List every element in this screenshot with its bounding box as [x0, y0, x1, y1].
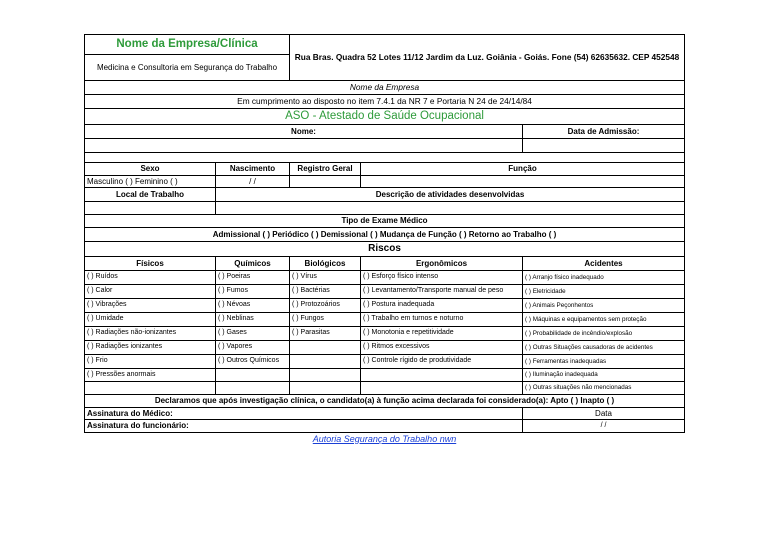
company-title: Nome da Empresa/Clínica	[85, 35, 290, 55]
risk-checkbox[interactable]: ( ) Ritmos excessivos	[361, 341, 523, 355]
risk-checkbox[interactable]: ( ) Vibrações	[85, 299, 216, 313]
risk-checkbox[interactable]: ( ) Outros Químicos	[216, 355, 290, 369]
risks-title: Riscos	[85, 242, 685, 257]
risk-checkbox[interactable]: ( ) Fumos	[216, 285, 290, 299]
registry-label: Registro Geral	[290, 163, 361, 176]
risk-checkbox[interactable]: ( ) Névoas	[216, 299, 290, 313]
risk-header-chemical: Químicos	[216, 257, 290, 271]
risk-empty-cell	[290, 382, 361, 395]
activities-label: Descrição de atividades desenvolvidas	[216, 188, 685, 202]
exam-type-options[interactable]: Admissional ( ) Periódico ( ) Demissional ( ) Mudança de Função ( ) Retorno ao Trabalho ( )	[85, 228, 685, 242]
risk-checkbox[interactable]: ( ) Umidade	[85, 313, 216, 327]
company-address: Rua Bras. Quadra 52 Lotes 11/12 Jardim da Luz. Goiânia - Goiás. Fone (54) 62635632. CEP 452548	[290, 35, 685, 81]
risk-checkbox[interactable]: ( ) Animais Peçonhentos	[523, 299, 685, 313]
risk-empty-cell	[290, 341, 361, 355]
admission-field[interactable]	[523, 139, 685, 153]
aso-table	[84, 34, 685, 445]
risk-checkbox[interactable]: ( ) Neblinas	[216, 313, 290, 327]
risk-checkbox[interactable]: ( ) Vapores	[216, 341, 290, 355]
risk-checkbox[interactable]: ( ) Arranjo físico inadequado	[523, 271, 685, 285]
risk-checkbox[interactable]: ( ) Fungos	[290, 313, 361, 327]
risk-row	[85, 299, 685, 313]
risk-checkbox[interactable]: ( ) Radiações não-ionizantes	[85, 327, 216, 341]
risk-checkbox[interactable]: ( ) Parasitas	[290, 327, 361, 341]
risk-checkbox[interactable]: ( ) Iluminação inadequada	[523, 369, 685, 382]
risk-checkbox[interactable]: ( ) Ferramentas inadequadas	[523, 355, 685, 369]
risk-empty-cell	[361, 369, 523, 382]
risk-checkbox[interactable]: ( ) Eletricidade	[523, 285, 685, 299]
risk-row	[85, 341, 685, 355]
risk-header-accidents: Acidentes	[523, 257, 685, 271]
exam-type-label: Tipo de Exame Médico	[85, 215, 685, 228]
risk-checkbox[interactable]: ( ) Monotonia e repetitividade	[361, 327, 523, 341]
risk-header-physical: Físicos	[85, 257, 216, 271]
registry-field[interactable]	[290, 176, 361, 188]
risk-checkbox[interactable]: ( ) Gases	[216, 327, 290, 341]
risk-row	[85, 369, 685, 382]
company-name: Nome da Empresa	[85, 81, 685, 95]
risk-header-ergonomic: Ergonômicos	[361, 257, 523, 271]
risk-checkbox[interactable]: ( ) Bactérias	[290, 285, 361, 299]
risk-checkbox[interactable]: ( ) Outras situações não mencionadas	[523, 382, 685, 395]
risk-checkbox[interactable]: ( ) Poeiras	[216, 271, 290, 285]
date-label: Data	[523, 408, 685, 420]
sex-options[interactable]: Masculino ( ) Feminino ( )	[85, 176, 216, 188]
function-field[interactable]	[361, 176, 685, 188]
company-subtitle: Medicina e Consultoria em Segurança do Trabalho	[85, 55, 290, 81]
risk-row	[85, 355, 685, 369]
risk-checkbox[interactable]: ( ) Levantamento/Transporte manual de peso	[361, 285, 523, 299]
risk-checkbox[interactable]: ( ) Postura inadequada	[361, 299, 523, 313]
risk-checkbox[interactable]: ( ) Vírus	[290, 271, 361, 285]
risk-row	[85, 285, 685, 299]
risk-empty-cell	[290, 355, 361, 369]
employee-signature-label: Assinatura do funcionário:	[85, 420, 523, 433]
risk-checkbox[interactable]: ( ) Radiações ionizantes	[85, 341, 216, 355]
aso-title: ASO - Atestado de Saúde Ocupacional	[85, 109, 685, 125]
doctor-signature-label: Assinatura do Médico:	[85, 408, 523, 420]
name-field[interactable]	[85, 139, 523, 153]
function-label: Função	[361, 163, 685, 176]
risk-checkbox[interactable]: ( ) Ruídos	[85, 271, 216, 285]
name-label: Nome:	[85, 125, 523, 139]
legal-note: Em cumprimento ao disposto no item 7.4.1 da NR 7 e Portaria N 24 de 24/14/84	[85, 95, 685, 109]
risk-checkbox[interactable]: ( ) Trabalho em turnos e noturno	[361, 313, 523, 327]
risk-checkbox[interactable]: ( ) Outras Situações causadoras de acidentes	[523, 341, 685, 355]
risk-row	[85, 327, 685, 341]
risk-checkbox[interactable]: ( ) Calor	[85, 285, 216, 299]
risk-header-biological: Biológicos	[290, 257, 361, 271]
risk-checkbox[interactable]: ( ) Protozoários	[290, 299, 361, 313]
risk-empty-cell	[290, 369, 361, 382]
credit-link[interactable]: Autoria Segurança do Trabalho nwn	[312, 433, 457, 444]
birth-field[interactable]: / /	[216, 176, 290, 188]
spacer-row	[85, 153, 685, 163]
conclusion-statement[interactable]: Declaramos que após investigação clínica, o candidato(a) à função acima declarada foi considerado(a): Apto ( ) Inapto ( )	[85, 395, 685, 408]
risk-row	[85, 313, 685, 327]
risk-checkbox[interactable]: ( ) Pressões anormais	[85, 369, 216, 382]
risk-row	[85, 382, 685, 395]
sex-label: Sexo	[85, 163, 216, 176]
risk-empty-cell	[85, 382, 216, 395]
risk-checkbox[interactable]: ( ) Esforço físico intenso	[361, 271, 523, 285]
risk-checkbox[interactable]: ( ) Máquinas e equipamentos sem proteção	[523, 313, 685, 327]
date-field[interactable]: / /	[523, 420, 685, 433]
workplace-label: Local de Trabalho	[85, 188, 216, 202]
risk-checkbox[interactable]: ( ) Frio	[85, 355, 216, 369]
aso-form	[84, 34, 684, 445]
risk-empty-cell	[216, 369, 290, 382]
risk-row	[85, 271, 685, 285]
workplace-field[interactable]	[85, 202, 216, 215]
risk-empty-cell	[361, 382, 523, 395]
activities-field[interactable]	[216, 202, 685, 215]
risk-checkbox[interactable]: ( ) Probabilidade de incêndio/explosão	[523, 327, 685, 341]
risk-empty-cell	[216, 382, 290, 395]
admission-label: Data de Admissão:	[523, 125, 685, 139]
birth-label: Nascimento	[216, 163, 290, 176]
risk-checkbox[interactable]: ( ) Controle rígido de produtividade	[361, 355, 523, 369]
